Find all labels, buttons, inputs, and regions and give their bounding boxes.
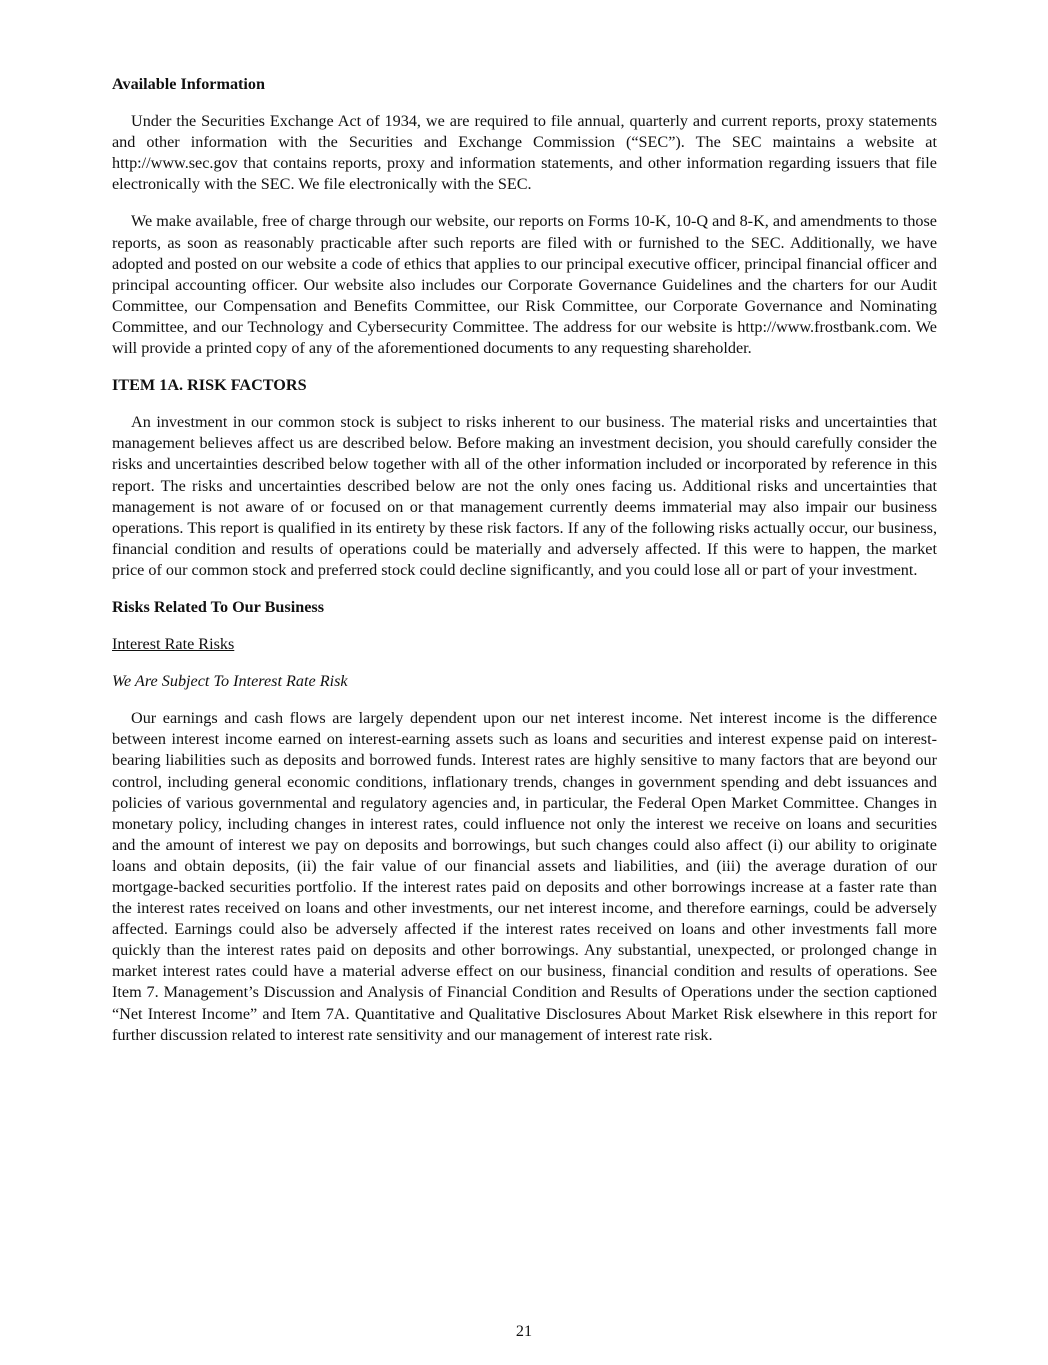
paragraph-risk-factors-intro: An investment in our common stock is subject to risks inherent to our business. The material risks and uncertainties that management believes affect us are described below. Before making an investment decision, you should carefully consider the risks and uncertainties described below together with all of the other information included or incorporated by reference in this report. The risks and uncertainties described below are not the only ones facing us. Additional risks and uncertainties that management is not aware of or focused on or that management currently deems immaterial may also impair our business operations. This report is qualified in its entirety by these risk factors. If any of the following risks actually occur, our business, financial condition and results of operations could be materially and adversely affected. If this were to happen, the market price of our common stock and preferred stock could decline significantly, and you could lose all or part of your investment. xyxy=(112,413,937,579)
section-heading-available-information: Available Information xyxy=(112,75,266,93)
page-number: 21 xyxy=(515,1322,533,1340)
subheading-interest-rate-risk: We Are Subject To Interest Rate Risk xyxy=(112,672,348,691)
document-page xyxy=(112,74,937,1062)
paragraph-website-availability: We make available, free of charge through our website, our reports on Forms 10-K, 10-Q and 8-K, and amendments to those reports, as soon as reasonably practicable after such reports are filed with or furnished to the SEC. Additionally, we have adopted and posted on our website a code of ethics that applies to our principal executive officer, principal financial officer and principal accounting officer. Our website also includes our Corporate Governance Guidelines and the charters for our Audit Committee, our Compensation and Benefits Committee, our Risk Committee, our Corporate Governance and Nominating Committee, and our Technology and Cybersecurity Committee. The address for our website is http://www.frostbank.com. We will provide a printed copy of any of the aforementioned documents to any requesting shareholder. xyxy=(112,212,937,358)
section-heading-business-risks: Risks Related To Our Business xyxy=(112,597,325,616)
paragraph-interest-rate-risk: Our earnings and cash flows are largely dependent upon our net interest income. Net interest income is the difference between interest income earned on interest-earning assets such as loans and securities and interest expense paid on interest-bearing liabilities such as deposits and borrowed funds. Interest rates are highly sensitive to many factors that are beyond our control, including general economic conditions, inflationary trends, changes in government spending and debt issuances and policies of various governmental and regulatory agencies and, in particular, the Federal Open Market Committee. Changes in monetary policy, including changes in interest rates, could influence not only the interest we receive on loans and securities and the amount of interest we pay on deposits and borrowings, but such changes could also affect (i) our ability to originate loans and obtain deposits, (ii) the fair value of our financial assets and liabilities, and (iii) the average duration of our mortgage-backed securities portfolio. If the interest rates paid on deposits and other borrowings increase at a faster rate than the interest rates received on loans and other investments, our net interest income, and therefore earnings, could be adversely affected. Earnings could also be adversely affected if the interest rates received on loans and other investments fall more quickly than the interest rates paid on deposits and other borrowings. Any substantial, unexpected, or prolonged change in market interest rates could have a material adverse effect on our business, financial condition and results of operations. See Item 7. Management’s Discussion and Analysis of Financial Condition and Results of Operations under the section captioned “Net Interest Income” and Item 7A. Quantitative and Qualitative Disclosures About Market Risk elsewhere in this report for further discussion related to interest rate sensitivity and our management of interest rate risk. xyxy=(112,709,937,1044)
subheading-interest-rate-risks: Interest Rate Risks xyxy=(112,635,235,654)
paragraph-sec-filings: Under the Securities Exchange Act of 1934, we are required to file annual, quarterly and current reports, proxy statements and other information with the Securities and Exchange Commission (“SEC”). The SEC maintains a website at http://www.sec.gov that contains reports, proxy and information statements, and other information regarding issuers that file electronically with the SEC. We file electronically with the SEC. xyxy=(112,112,937,194)
section-heading-risk-factors: ITEM 1A. RISK FACTORS xyxy=(112,376,307,395)
